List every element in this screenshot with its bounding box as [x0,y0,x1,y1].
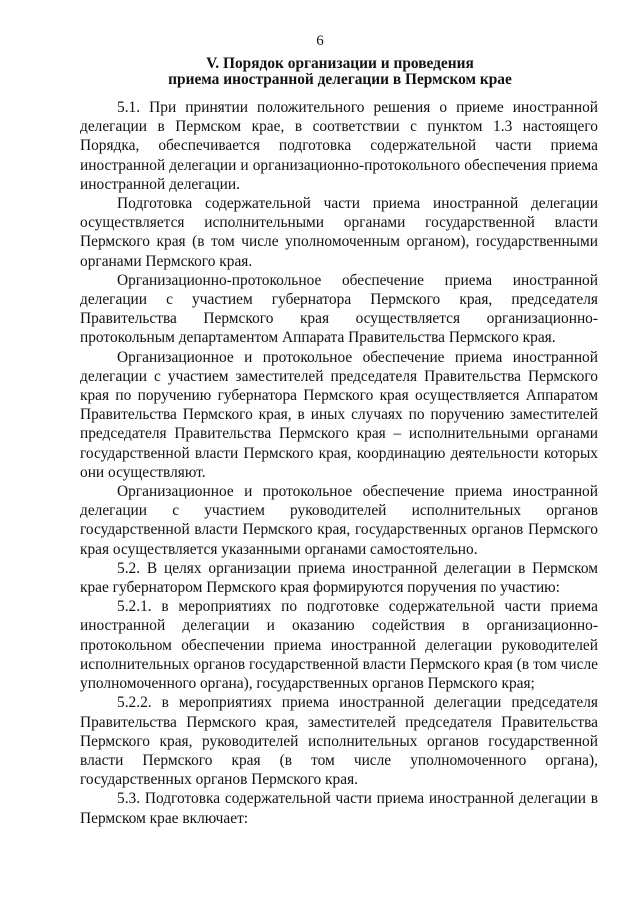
body-text [80,98,598,828]
page-number: 6 [316,33,324,49]
paragraph-protocol-heads: Организационное и протокольное обеспечение приема иностранной делегации с участием руководителей исполнительных органов государственной власти Пермского края, государственных органов Пермского края осуществляется указанными органами самостоятельно. [80,483,598,558]
paragraph-5-2-1: 5.2.1. в мероприятиях по подготовке содержательной части приема иностранной делегации и оказанию содействия в организационно-протокольном обеспечении приема иностранной делегации руководителей исполнительных органов государственной власти Пермского края (в том числе уполномоченного органа), государственных органов Пермского края; [80,598,598,693]
paragraph-5-1: 5.1. При принятии положительного решения о приеме иностранной делегации в Пермском крае, в соответствии с пунктом 1.3 настоящего Порядка, обеспечивается подготовка содержательной части приема иностранной делегации и организационно-протокольного обеспечения приема иностранной делегации. [80,99,598,193]
paragraph-5-2-2: 5.2.2. в мероприятиях приема иностранной делегации председателя Правительства Пермского края, заместителей председателя Правительства Пермского края, руководителей исполнительных органов государственной власти Пермского края (в том числе уполномоченного органа), государственных органов Пермского края. [80,694,598,789]
paragraph-5-2: 5.2. В целях организации приема иностранной делегации в Пермском крае губернатором Пермского края формируются поручения по участию: [80,559,598,597]
section-title-line-1: V. Порядок организации и проведения [206,55,474,72]
paragraph-protocol-governor: Организационно-протокольное обеспечение приема иностранной делегации с участием губернатора Пермского края, председателя Правительства Пермского края осуществляется организационно-протокольным департаментом Аппарата Правительства Пермского края. [80,271,598,347]
section-heading [80,56,600,88]
section-title-line-2: приема иностранной делегации в Пермском крае [168,71,512,88]
paragraph-protocol-deputies: Организационное и протокольное обеспечение приема иностранной делегации с участием заместителей председателя Правительства Пермского края по поручению губернатора Пермского края осуществляется Аппаратом Правительства Пермского края, в иных случаях по поручению заместителей председателя Правительства Пермского края – исполнительными органами государственной власти Пермского края, координацию деятельности которых они осуществляют. [80,348,598,481]
paragraph-5-3: 5.3. Подготовка содержательной части приема иностранной делегации в Пермском крае включает: [80,790,598,827]
paragraph-content-preparation: Подготовка содержательной части приема иностранной делегации осуществляется исполнительными органами государственной власти Пермского края (в том числе уполномоченным органом), государственными органами Пермского края. [80,195,598,270]
